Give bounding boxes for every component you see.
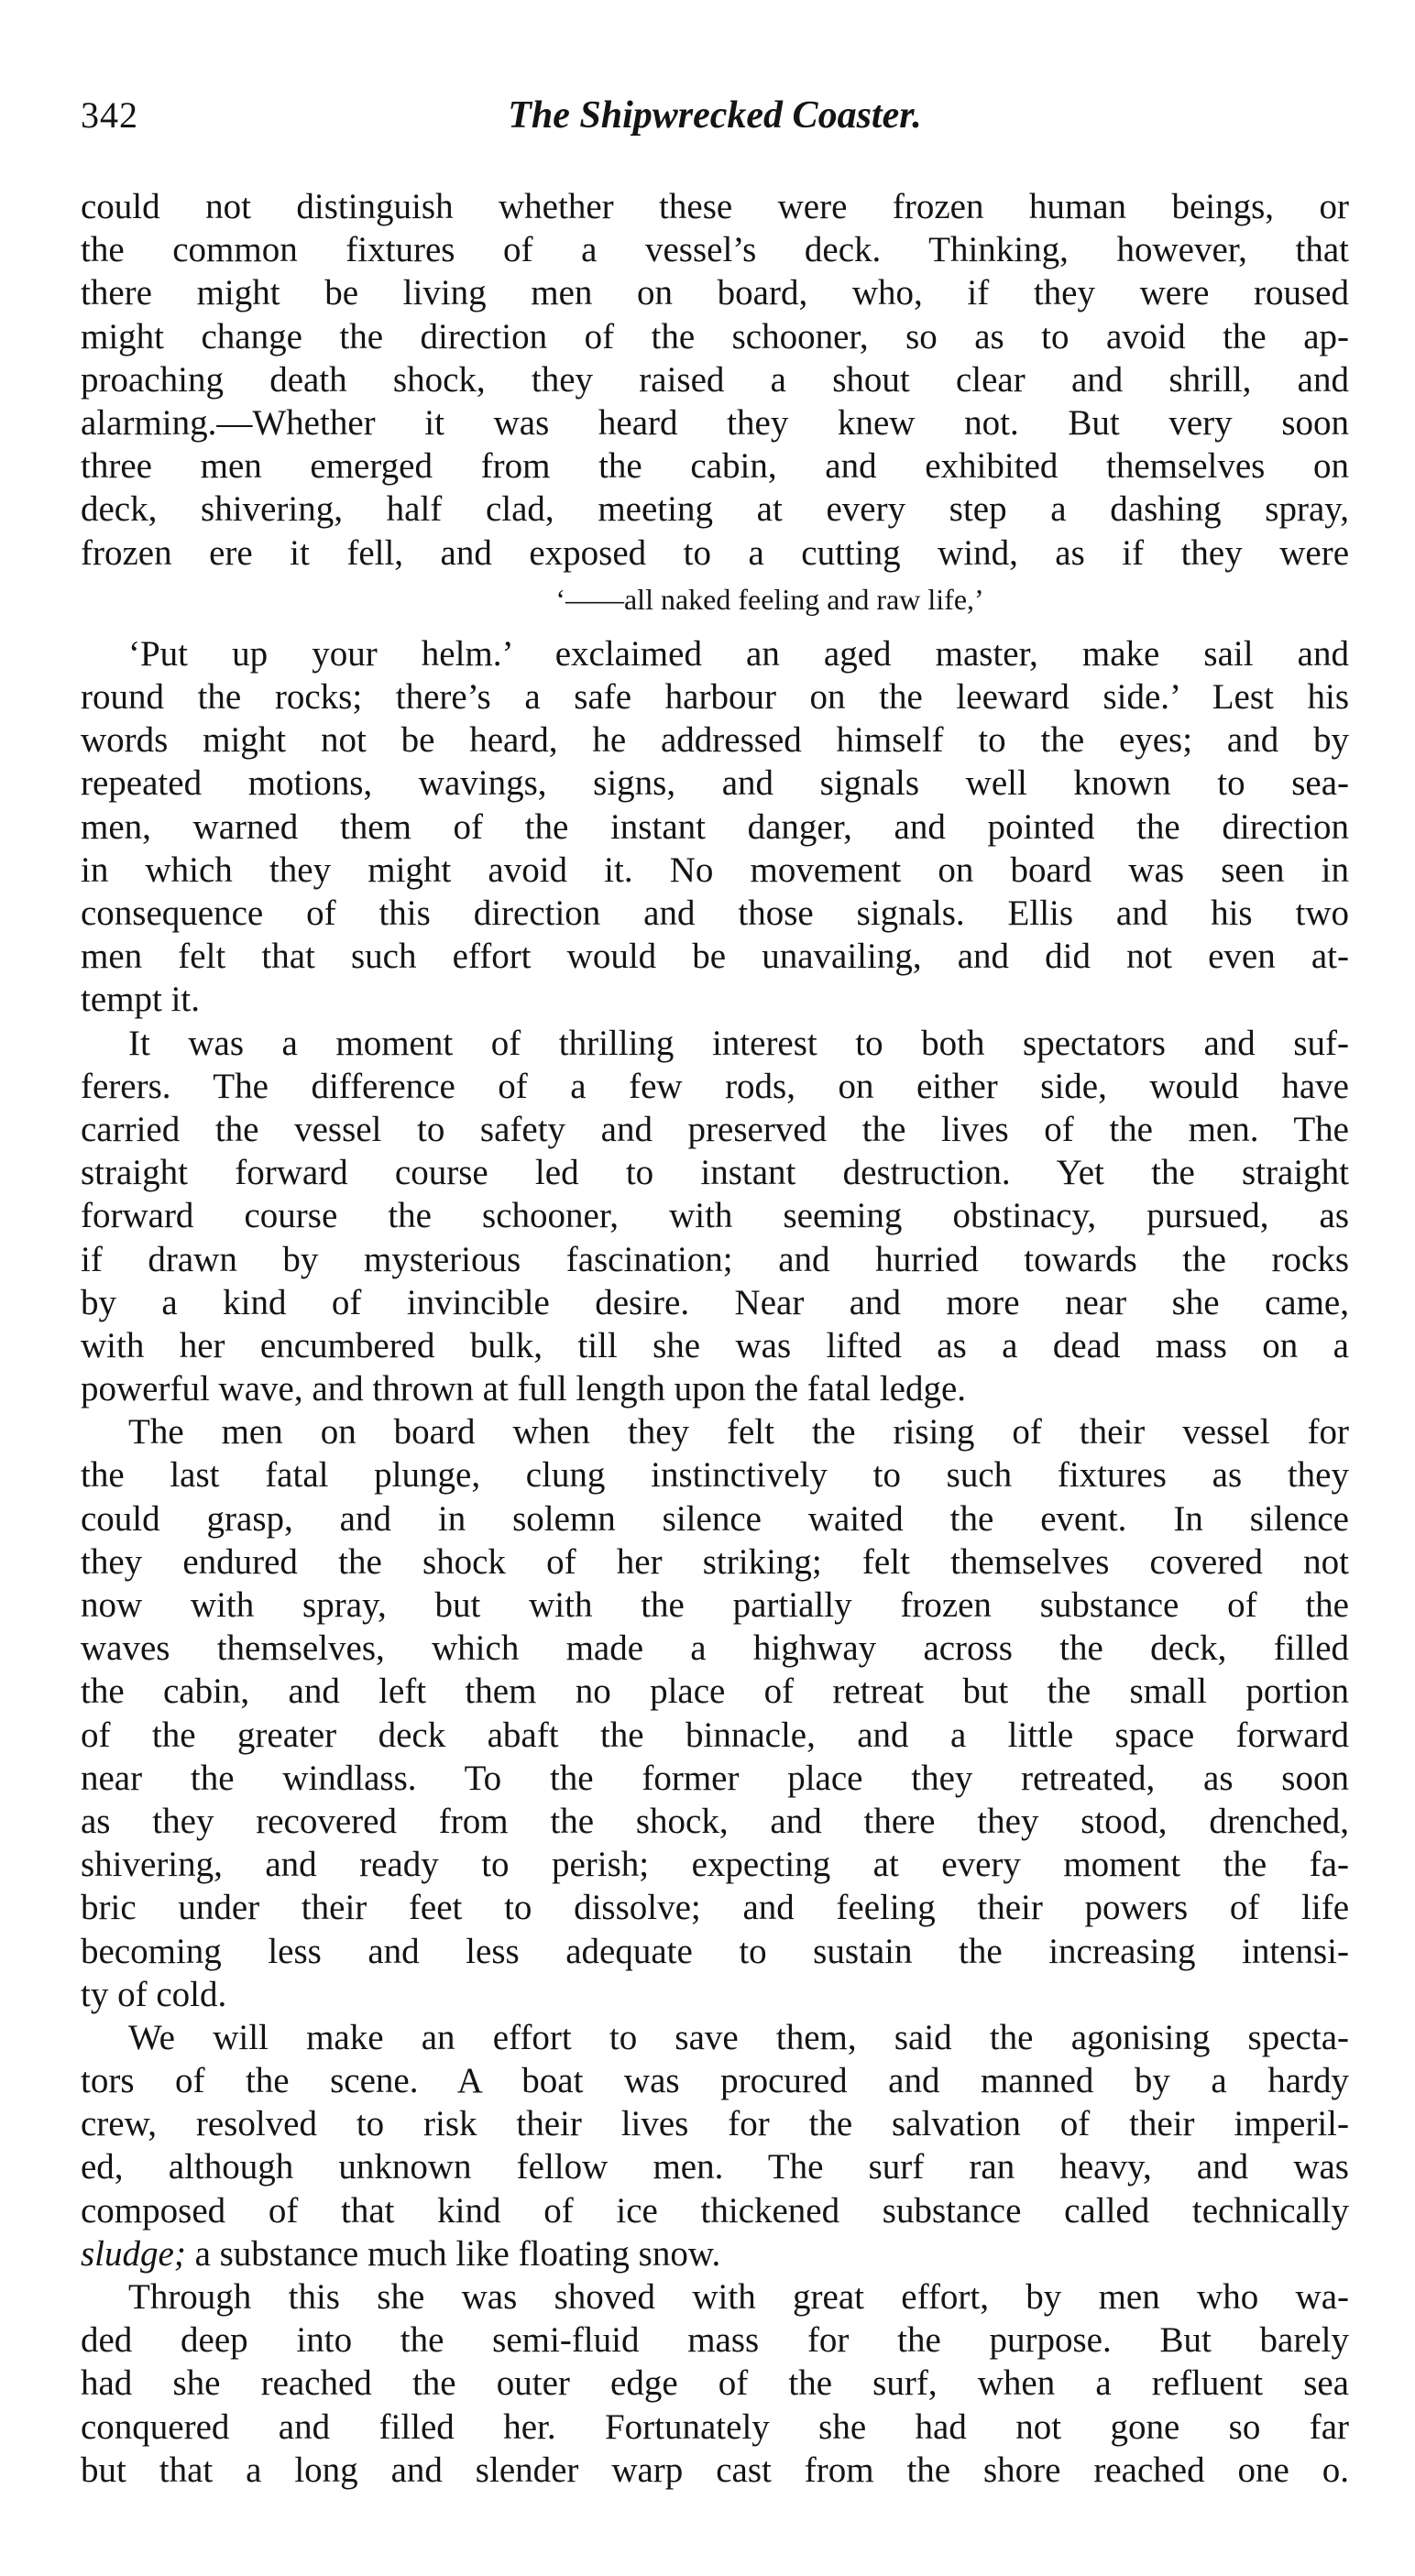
text-line: ty of cold. [81,1974,227,2014]
text-line: but that a long and slender warp cast from the shore reached one o. [81,2450,1349,2490]
text-line: round the rocks; there’s a safe harbour on the leeward side.’ Lest his [81,677,1349,718]
text-line: Through this she was shoved with great effort, by men who wa- [128,2277,1349,2317]
text-line: conquered and filled her. Fortunately she had not gone so far [81,2406,1349,2447]
text-line: if drawn by mysterious fascination; and hurried towards the rocks [81,1239,1349,1279]
text-line: carried the vessel to safety and preserved the lives of the men. The [81,1109,1349,1149]
text-line: ‘Put up your helm.’ exclaimed an aged master, make sail and [128,633,1349,674]
text-line: in which they might avoid it. No movement on board was seen in [81,850,1349,890]
text-line: crew, resolved to risk their lives for the salvation of their imperil- [81,2104,1349,2144]
text-line: The men on board when they felt the rising of their vessel for [128,1412,1349,1452]
text-line: might change the direction of the schooner, so as to avoid the ap- [81,316,1349,356]
text-line: ed, although unknown fellow men. The surf ran heavy, and was [81,2147,1349,2187]
text-line: with her encumbered bulk, till she was lifted as a dead mass on a [81,1325,1349,1365]
text-line: now with spray, but with the partially frozen substance of the [81,1585,1349,1625]
text-line: they endured the shock of her striking; felt themselves covered not [81,1541,1349,1582]
text-line: bric under their feet to dissolve; and feeling their powers of life [81,1888,1349,1928]
text-line: men felt that such effort would be unavailing, and did not even at- [81,937,1349,977]
text-line: by a kind of invincible desire. Near and more near she came, [81,1282,1349,1322]
text-line: tors of the scene. A boat was procured and manned by a hardy [81,2061,1349,2101]
text-line: the last fatal plunge, clung instinctively to such fixtures as they [81,1455,1349,1496]
text-line: powerful wave, and thrown at full length upon the fatal ledge. [81,1369,967,1409]
text-line: becoming less and less adequate to sustain the increasing intensi- [81,1931,1349,1971]
text-line: waves themselves, which made a highway across the deck, filled [81,1628,1349,1669]
text-line: repeated motions, wavings, signs, and signals well known to sea- [81,763,1349,804]
text-line: straight forward course led to instant destruction. Yet the straight [81,1153,1349,1193]
text-line: there might be living men on board, who, if they were roused [81,273,1349,313]
page-number: 342 [81,94,138,136]
text-line: proaching death shock, they raised a shout clear and shrill, and [81,359,1349,400]
text-line: ded deep into the semi-fluid mass for the purpose. But barely [81,2320,1349,2361]
text-line: near the windlass. To the former place they retreated, as soon [81,1758,1349,1798]
text-line: ferers. The difference of a few rods, on either side, would have [81,1066,1349,1106]
quotation-line: ‘——all naked feeling and raw life,’ [555,582,984,616]
text-line: It was a moment of thrilling interest to both spectators and suf- [128,1023,1349,1063]
text-line: had she reached the outer edge of the surf, when a refluent sea [81,2363,1349,2404]
text-line: as they recovered from the shock, and there they stood, drenched, [81,1801,1349,1841]
text-line: could grasp, and in solemn silence waited the event. In silence [81,1498,1349,1539]
running-title: The Shipwrecked Coaster. [508,94,922,137]
text-line: of the greater deck abaft the binnacle, and a little space forward [81,1715,1349,1755]
page-header [81,88,1349,170]
text-line: shivering, and ready to perish; expecting at every moment the fa- [81,1845,1349,1885]
body-text [81,185,1349,2492]
text-line: alarming.—Whether it was heard they knew not. But very soon [81,402,1349,443]
text-line: We will make an effort to save them, said the agonising specta- [128,2017,1349,2057]
text-line: frozen ere it fell, and exposed to a cutting wind, as if they were [81,532,1349,573]
text-line: sludge; a substance much like floating snow. [81,2233,721,2274]
text-line: consequence of this direction and those signals. Ellis and his two [81,893,1349,933]
text-line: deck, shivering, half clad, meeting at every step a dashing spray, [81,489,1349,530]
text-line: the common fixtures of a vessel’s deck. Thinking, however, that [81,230,1349,270]
text-line: composed of that kind of ice thickened substance called technically [81,2190,1349,2231]
text-line: three men emerged from the cabin, and exhibited themselves on [81,446,1349,487]
text-line: words might not be heard, he addressed himself to the eyes; and by [81,720,1349,761]
book-page [81,88,1349,2544]
text-line: forward course the schooner, with seeming obstinacy, pursued, as [81,1196,1349,1236]
text-line: men, warned them of the instant danger, and pointed the direction [81,806,1349,847]
text-line: the cabin, and left them no place of retreat but the small portion [81,1672,1349,1712]
text-line: could not distinguish whether these were frozen human beings, or [81,187,1349,226]
text-line: tempt it. [81,980,200,1020]
